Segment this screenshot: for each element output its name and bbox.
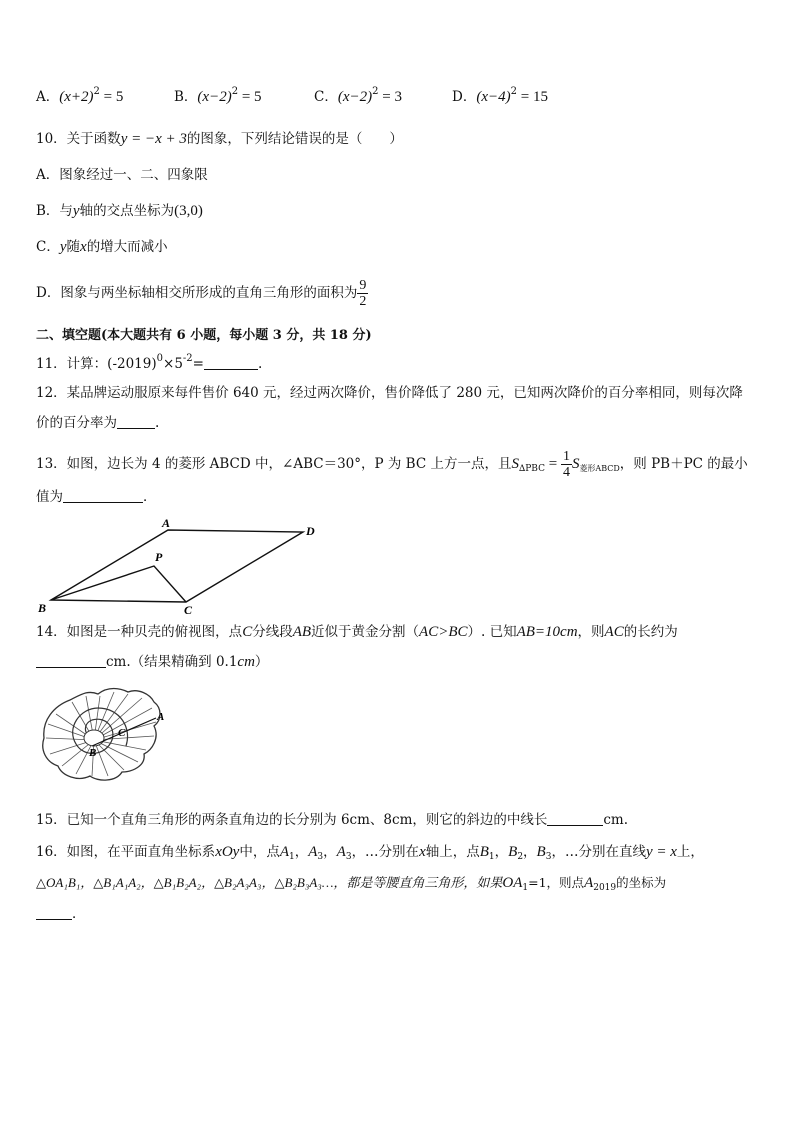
fraction-1-4: $\frac{1}{4}$ [562, 449, 570, 480]
q10-option-a: A．图象经过一、二、四象限 [36, 167, 208, 183]
label-p: P [155, 550, 163, 564]
q11: 11．计算：$(-2019)^0\times 5^{-2}=$ . [36, 353, 263, 372]
q10-option-c: C．y随x的增大而减小 [36, 239, 168, 255]
label-a: A [162, 516, 171, 530]
label-c: C [184, 603, 193, 615]
q10-option-d: D．图象与两坐标轴相交所形成的直角三角形的面积为 $\frac{9}{2}$ [36, 278, 367, 309]
label-d: D [306, 524, 315, 538]
triangle-pbc [51, 566, 186, 602]
q16-line1: 16．如图，在平面直角坐标系xOy中，点$A_1$，$A_3$，$A_3$，…分别在x轴上，点$B_1$，$B_2$，$B_3$，…分别在直线y = x上， [36, 844, 704, 862]
q16-answer-blank[interactable] [36, 905, 72, 920]
q13-line1: 13．如图，边长为 4 的菱形 ABCD 中，∠ABC＝30°，P 为 BC 上方一点，且$S_{\Delta PBC}$ = $\frac{1}{4}$ $S_{菱形ABCD}$，则 PB＋PC 的最小 [36, 449, 748, 480]
q12-answer-blank[interactable] [117, 414, 155, 429]
q10-stem: 10．关于函数y = −x + 3的图象，下列结论错误的是（ ） [36, 131, 403, 147]
rhombus-figure [36, 515, 326, 615]
section-heading-fill-in: 二、填空题(本大题共有 6 小题，每小题 3 分，共 18 分) [36, 328, 372, 343]
q13-answer-blank[interactable] [63, 488, 143, 503]
shell-core [84, 730, 104, 746]
label-b: B [38, 601, 47, 615]
q9-option-a: A．$(x+2)^2 = 5$ [36, 86, 124, 105]
q14-line1: 14．如图是一种贝壳的俯视图，点C分线段AB近似于黄金分割（AC>BC）. 已知AB=10cm，则AC的长约为 [36, 624, 678, 640]
q9-option-c: C．$(x-2)^2 = 3$ [314, 86, 402, 105]
shell-figure [36, 680, 171, 790]
q12-line1: 12．某品牌运动服原来每件售价 640 元，经过两次降价，售价降低了 280 元，已知两次降价的百分率相同，则每次降 [36, 385, 743, 401]
fraction-9-2: $\frac{9}{2}$ [359, 278, 367, 309]
label-a: A [157, 711, 165, 723]
q10-option-b: B．与y轴的交点坐标为(3,0) [36, 203, 203, 219]
label-b: B [89, 747, 97, 759]
q15: 15．已知一个直角三角形的两条直角边的长分别为 6cm、8cm，则它的斜边的中线长 cm. [36, 812, 629, 828]
q12-line2: 价的百分率为 . [36, 415, 160, 431]
q15-answer-blank[interactable] [547, 811, 603, 826]
q11-answer-blank[interactable] [204, 355, 258, 370]
q9-option-b: B．$(x-2)^2 = 5$ [174, 86, 262, 105]
q13-line2: 值为 ． [36, 489, 157, 505]
q16-line2: △OA₁B₁，△B₁A₁A₂，△B₁B₂A₂，△B₂A₃A₃，△B₂B₃A₃…，都是等腰直角三角形，如果$OA_1=1$，则点$A_{2019}$的坐标为 [36, 875, 667, 893]
q16-line3: ． [36, 904, 86, 924]
q9-option-d: D．$(x-4)^2 = 15$ [452, 86, 548, 105]
q14-line2: cm.（结果精确到 0.1cm） [36, 652, 268, 672]
q14-answer-blank[interactable] [36, 653, 106, 668]
label-c: C [118, 727, 126, 739]
